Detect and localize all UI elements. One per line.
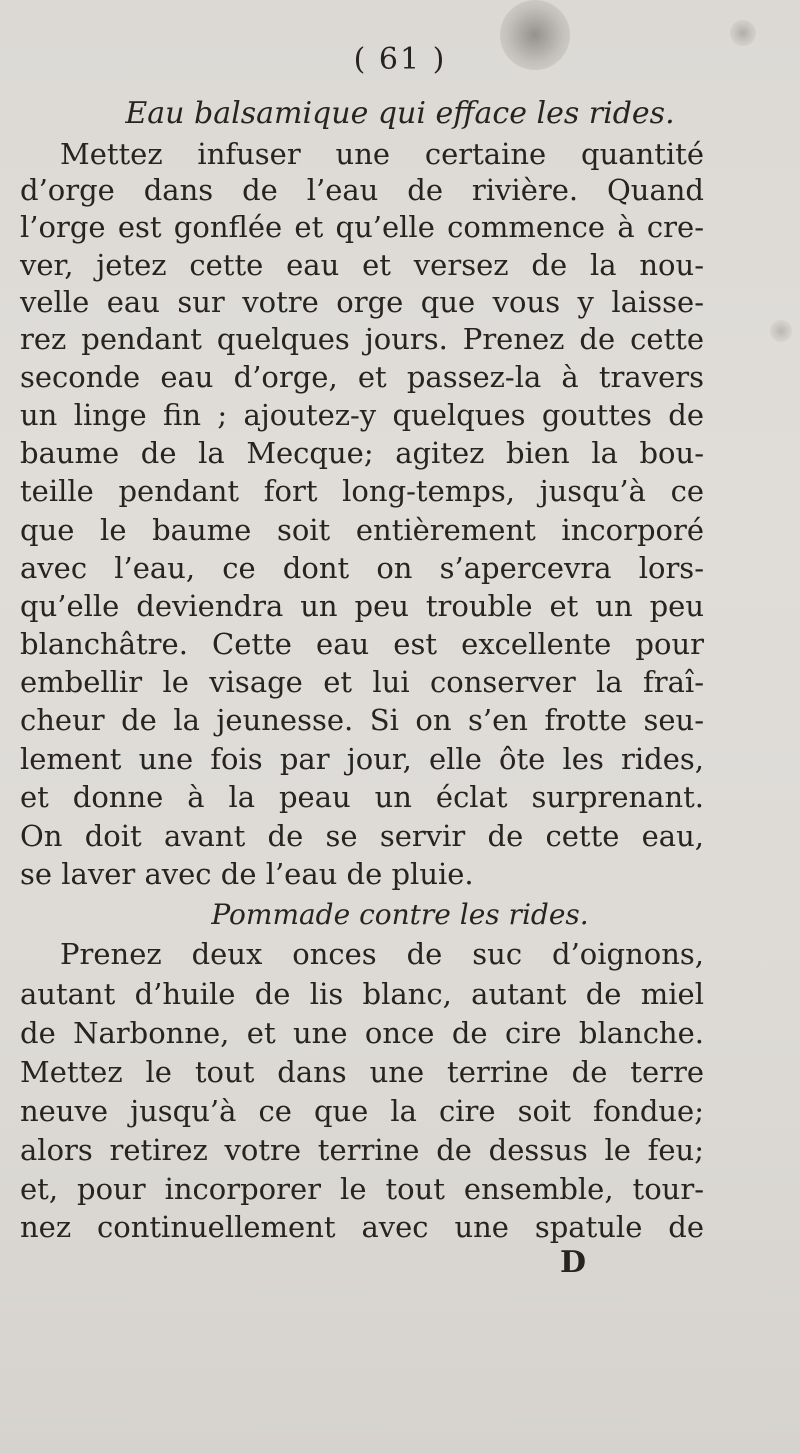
text-line: Prenez deux onces de suc d’oignons, bbox=[60, 937, 704, 971]
text-line: cheur de la jeunesse. Si on s’en frotte seu- bbox=[20, 703, 704, 737]
text-line: Mettez infuser une certaine quantité bbox=[60, 137, 704, 171]
text-line: blanchâtre. Cette eau est excellente pour bbox=[20, 627, 704, 661]
text-line: un linge fin ; ajoutez-y quelques gouttes de bbox=[20, 398, 704, 432]
text-line: autant d’huile de lis blanc, autant de miel bbox=[20, 977, 704, 1011]
text-line: neuve jusqu’à ce que la cire soit fondue; bbox=[20, 1094, 704, 1128]
text-line: de Narbonne, et une once de cire blanche. bbox=[20, 1016, 704, 1050]
text-line: d’orge dans de l’eau de rivière. Quand bbox=[20, 173, 704, 207]
text-line: nez continuellement avec une spatule de bbox=[20, 1210, 704, 1244]
text-line: l’orge est gonflée et qu’elle commence à cre- bbox=[20, 210, 704, 244]
text-line: que le baume soit entièrement incorporé bbox=[20, 513, 704, 547]
text-line: alors retirez votre terrine de dessus le feu; bbox=[20, 1133, 704, 1167]
page-number: ( 61 ) bbox=[353, 42, 447, 77]
text-line: avec l’eau, ce dont on s’apercevra lors- bbox=[20, 551, 704, 585]
text-line: ver, jetez cette eau et versez de la nou- bbox=[20, 248, 704, 282]
text-line: velle eau sur votre orge que vous y laisse- bbox=[20, 285, 704, 319]
ink-speck bbox=[770, 320, 792, 342]
text-line: baume de la Mecque; agitez bien la bou- bbox=[20, 436, 704, 470]
text-line: On doit avant de se servir de cette eau, bbox=[20, 819, 704, 853]
text-line: et, pour incorporer le tout ensemble, tour- bbox=[20, 1172, 704, 1206]
text-line: qu’elle deviendra un peu trouble et un peu bbox=[20, 589, 704, 623]
text-line: teille pendant fort long-temps, jusqu’à ce bbox=[20, 474, 704, 508]
section-heading-eau-balsamique: Eau balsamique qui efface les rides. bbox=[125, 96, 675, 131]
section-heading-pommade: Pommade contre les rides. bbox=[211, 898, 589, 931]
text-line: seconde eau d’orge, et passez-la à travers bbox=[20, 360, 704, 394]
text-line: lement une fois par jour, elle ôte les rides, bbox=[20, 742, 704, 776]
signature-mark: D bbox=[560, 1245, 587, 1280]
text-line: embellir le visage et lui conserver la fraî- bbox=[20, 665, 704, 699]
text-line: et donne à la peau un éclat surprenant. bbox=[20, 780, 704, 814]
text-line: se laver avec de l’eau de pluie. bbox=[20, 857, 474, 891]
text-line: Mettez le tout dans une terrine de terre bbox=[20, 1055, 704, 1089]
text-line: rez pendant quelques jours. Prenez de cette bbox=[20, 322, 704, 356]
